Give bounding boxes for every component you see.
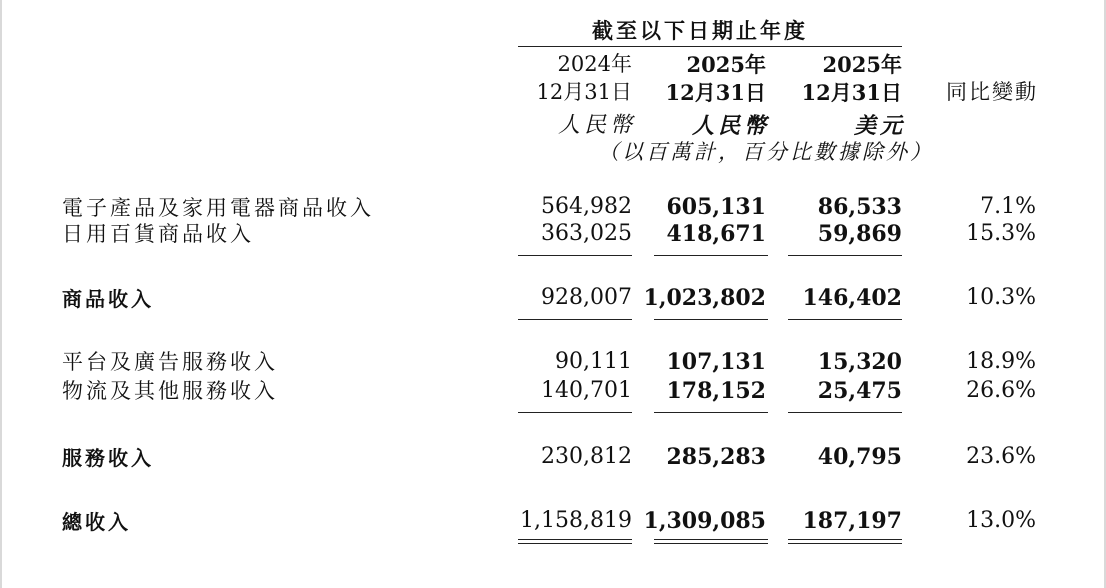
cell-2024: 363,025 xyxy=(541,221,632,246)
row-label-subtotal: 商品收入 xyxy=(62,287,154,311)
page-edge-left xyxy=(0,0,2,588)
cell-usd: 25,475 xyxy=(817,378,902,404)
total-double-rule xyxy=(518,539,632,544)
col-2024-currency: 人民幣 xyxy=(557,113,636,138)
subtotal-rule xyxy=(788,412,902,413)
cell-yoy: 13.0% xyxy=(966,508,1036,533)
cell-2024: 90,111 xyxy=(555,349,632,374)
cell-2024: 928,007 xyxy=(541,285,632,310)
row-label: 電子產品及家用電器商品收入 xyxy=(62,196,374,220)
cell-2025: 107,131 xyxy=(666,349,766,375)
period-title-rule xyxy=(518,46,902,47)
cell-2024: 140,701 xyxy=(541,378,632,403)
period-title: 截至以下日期止年度 xyxy=(592,18,808,43)
cell-2025: 178,152 xyxy=(666,378,766,404)
total-double-rule xyxy=(654,539,768,544)
col-2024-date: 12月31日 xyxy=(536,80,632,104)
col-yoy-header: 同比變動 xyxy=(946,80,1038,104)
cell-usd: 40,795 xyxy=(817,444,902,470)
subtotal-rule xyxy=(788,319,902,320)
cell-2025: 418,671 xyxy=(666,221,766,247)
subtotal-rule xyxy=(518,255,632,256)
cell-yoy: 7.1% xyxy=(980,194,1036,219)
cell-yoy: 26.6% xyxy=(966,378,1036,403)
col-usd-currency: 美元 xyxy=(853,113,906,139)
row-label-subtotal: 服務收入 xyxy=(62,446,154,470)
cell-yoy: 18.9% xyxy=(966,349,1036,374)
subtotal-rule xyxy=(518,412,632,413)
row-label-total: 總收入 xyxy=(62,510,131,534)
cell-2024: 1,158,819 xyxy=(520,508,632,533)
col-2025-year: 2025年 xyxy=(686,52,766,77)
subtotal-rule xyxy=(654,412,768,413)
col-2024-year: 2024年 xyxy=(557,52,632,76)
col-2025-currency: 人民幣 xyxy=(691,113,770,139)
subtotal-rule xyxy=(518,319,632,320)
cell-2025: 1,309,085 xyxy=(643,508,766,534)
cell-usd: 146,402 xyxy=(802,285,902,311)
cell-2025: 285,283 xyxy=(666,444,766,470)
col-usd-year: 2025年 xyxy=(822,52,902,77)
unit-note: （以百萬計，百分比數據除外） xyxy=(598,140,934,164)
cell-usd: 187,197 xyxy=(802,508,902,534)
cell-yoy: 15.3% xyxy=(966,221,1036,246)
subtotal-rule xyxy=(654,319,768,320)
col-usd-date: 12月31日 xyxy=(801,80,902,105)
cell-usd: 86,533 xyxy=(817,194,902,220)
cell-yoy: 23.6% xyxy=(966,444,1036,469)
cell-2025: 605,131 xyxy=(666,194,766,220)
row-label: 平台及廣告服務收入 xyxy=(62,350,278,374)
cell-usd: 15,320 xyxy=(817,349,902,375)
col-2025-date: 12月31日 xyxy=(665,80,766,105)
total-double-rule xyxy=(788,539,902,544)
cell-2025: 1,023,802 xyxy=(643,285,766,311)
row-label: 日用百貨商品收入 xyxy=(62,222,254,246)
subtotal-rule xyxy=(788,255,902,256)
subtotal-rule xyxy=(654,255,768,256)
cell-usd: 59,869 xyxy=(817,221,902,247)
cell-2024: 564,982 xyxy=(541,194,632,219)
cell-2024: 230,812 xyxy=(541,444,632,469)
cell-yoy: 10.3% xyxy=(966,285,1036,310)
row-label: 物流及其他服務收入 xyxy=(62,379,278,403)
